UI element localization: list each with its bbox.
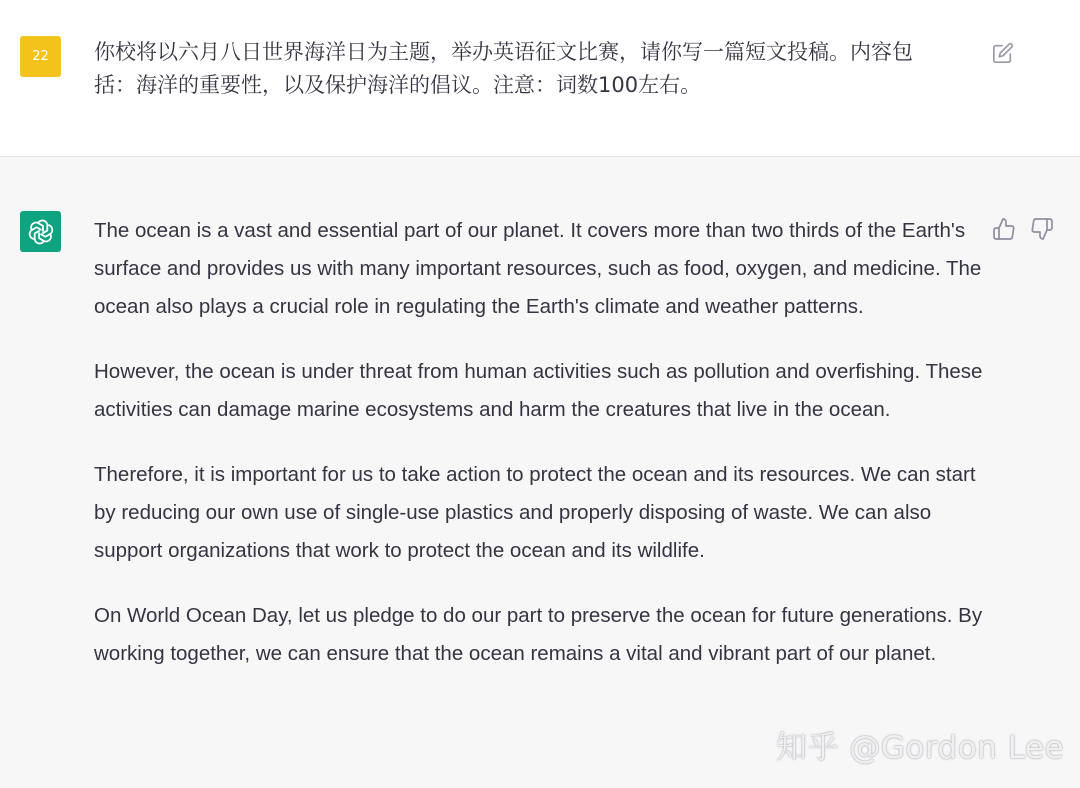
assistant-paragraph-3: Therefore, it is important for us to take action to protect the ocean and its resources. We can start by reducing our own use of single-use plastics and properly disposing of waste. We can also support organizations that work to protect the ocean and its wildlife. xyxy=(94,463,976,562)
assistant-paragraph-4: On World Ocean Day, let us pledge to do our part to preserve the ocean for future generations. By working together, we can ensure that the ocean remains a vital and vibrant part of our planet. xyxy=(94,604,983,665)
user-message-text: 你校将以六月八日世界海洋日为主题，举办英语征文比赛，请你写一篇短文投稿。内容包括：海洋的重要性，以及保护海洋的倡议。注意：词数100左右。 xyxy=(94,40,913,97)
user-avatar-label: 22 xyxy=(32,49,49,64)
assistant-message-text xyxy=(94,212,984,700)
watermark: 知乎 @Gordon Lee xyxy=(776,730,1065,766)
assistant-avatar xyxy=(20,211,61,252)
edit-icon[interactable] xyxy=(992,42,1014,64)
user-message-row xyxy=(0,0,1080,157)
assistant-paragraph-2: However, the ocean is under threat from human activities such as pollution and overfishing. These activities can damage marine ecosystems and harm the creatures that live in the ocean. xyxy=(94,360,983,421)
thumbs-down-icon[interactable] xyxy=(1030,217,1054,241)
assistant-message-row xyxy=(0,157,1080,788)
thumbs-up-icon[interactable] xyxy=(992,217,1016,241)
assistant-paragraph-1: The ocean is a vast and essential part of our planet. It covers more than two thirds of the Earth's surface and provides us with many important resources, such as food, oxygen, and medicine. The ocean also plays a crucial role in regulating the Earth's climate and weather patterns. xyxy=(94,219,982,318)
user-avatar xyxy=(20,36,61,77)
openai-logo-icon xyxy=(27,218,55,246)
